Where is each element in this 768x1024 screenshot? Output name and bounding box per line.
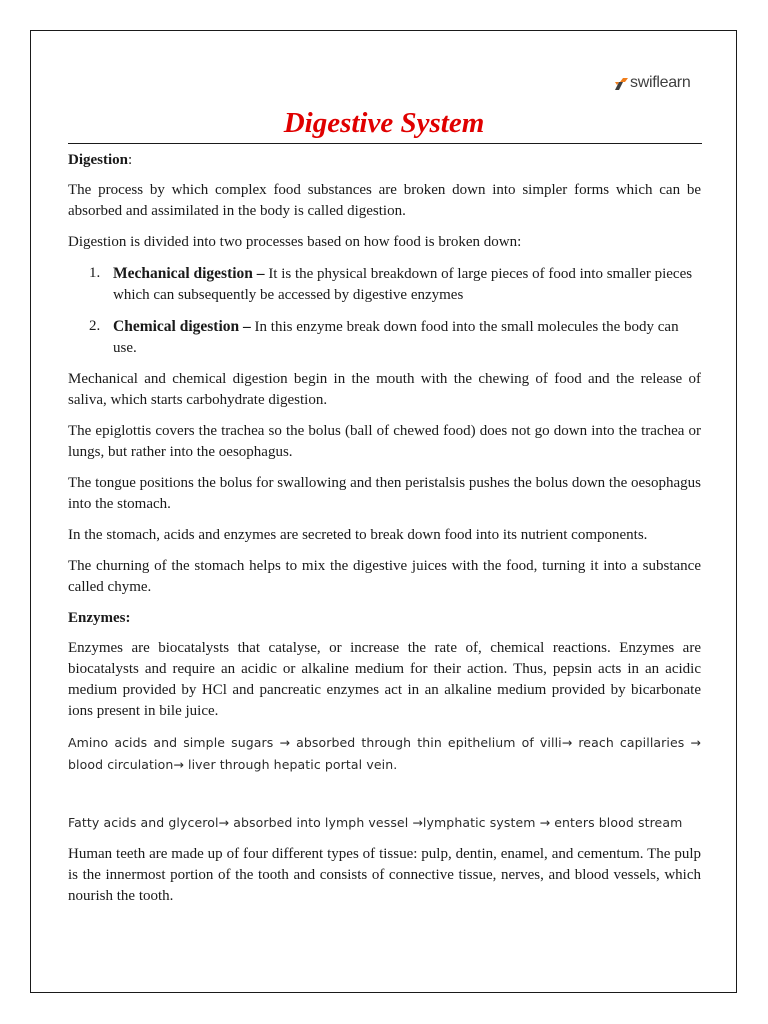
swiflearn-logo: [611, 73, 690, 93]
logo-text: swiflearn: [630, 74, 691, 91]
section-heading-enzymes: Enzymes:: [68, 610, 131, 626]
list-number: 1.: [89, 265, 101, 281]
digestion-types-list: [68, 263, 701, 359]
list-item: [68, 263, 701, 306]
paragraph: The process by which complex food substances are broken down into simpler forms which can be absorbed and assimilated in the body is called digestion.: [68, 182, 701, 219]
paragraph: Enzymes are biocatalysts that catalyse, or increase the rate of, chemical reactions. Enzymes are biocatalysts and require an acidic or alkaline medium for their action. Thus, pepsin acts in an acidic medium provided by HCl and pancreatic enzymes act in an alkaline medium provided by bicarbonate ions present in bile juice.: [68, 640, 701, 719]
heading-digestion-text: Digestion: [68, 152, 128, 168]
absorption-flow-sugars: Amino acids and simple sugars → absorbed through thin epithelium of villi→ reach capillaries → blood circulation→ liver through hepatic portal vein.: [68, 735, 701, 772]
section-heading-digestion: [68, 150, 701, 171]
page-title: Digestive System: [283, 107, 485, 139]
paragraph: Human teeth are made up of four different types of tissue: pulp, dentin, enamel, and cementum. The pulp is the innermost portion of the tooth and consists of connective tissue, nerves, and blood vessels, which nourish the tooth.: [68, 846, 701, 904]
heading-colon: :: [128, 152, 133, 168]
list-text: It is the physical breakdown of large pieces of food into smaller pieces which can subsequently be accessed by digestive enzymes: [113, 266, 693, 303]
paragraph: The epiglottis covers the trachea so the bolus (ball of chewed food) does not go down into the trachea or lungs, but rather into the oesophagus.: [68, 423, 701, 460]
list-item: [68, 316, 701, 359]
list-term: Mechanical digestion –: [113, 265, 265, 282]
paragraph: The tongue positions the bolus for swallowing and then peristalsis pushes the bolus down the oesophagus into the stomach.: [68, 475, 701, 512]
list-text: In this enzyme break down food into the small molecules the body can use.: [113, 319, 679, 356]
paragraph: Mechanical and chemical digestion begin in the mouth with the chewing of food and the release of saliva, which starts carbohydrate digestion.: [68, 371, 701, 408]
paragraph: The churning of the stomach helps to mix the digestive juices with the food, turning it into a substance called chyme.: [68, 558, 701, 595]
absorption-flow-fats: Fatty acids and glycerol→ absorbed into lymph vessel →lymphatic system → enters blood stream: [68, 815, 683, 830]
paragraph: In the stomach, acids and enzymes are secreted to break down food into its nutrient components.: [68, 527, 648, 543]
title-rule: [68, 143, 702, 144]
paragraph: Digestion is divided into two processes based on how food is broken down:: [68, 234, 522, 250]
list-term: Chemical digestion –: [113, 318, 251, 335]
list-number: 2.: [89, 318, 101, 334]
document-body: [68, 150, 701, 917]
swiflearn-logo-icon: [611, 75, 629, 91]
